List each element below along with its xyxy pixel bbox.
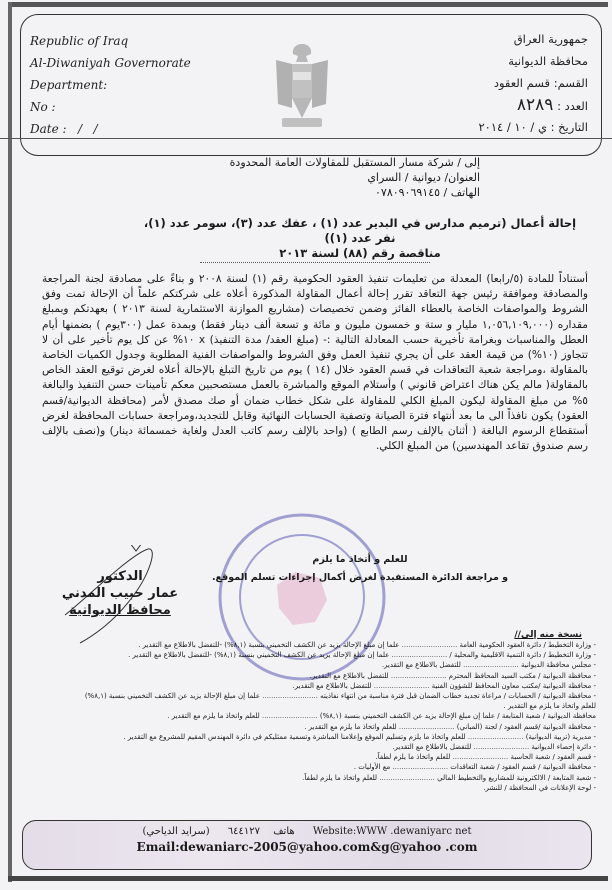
cc-recipient: للعلم واتخاذ ما يلزم مع التقدير . (503, 702, 596, 711)
closing-line-1: للعلم و أتخاذ ما يلزم (312, 554, 408, 565)
addressee-phone: الهاتف / ٠٧٨٠٩٠٦٩١٤٥ (375, 186, 480, 199)
footer-contact-box (22, 820, 592, 870)
cc-leader-dots: ......................... (471, 743, 532, 752)
cc-item (48, 701, 596, 711)
footer-phone (223, 826, 300, 837)
cc-item (48, 660, 596, 670)
signatory-title: الدكتور (97, 569, 143, 584)
cc-leader-dots: ......................... (389, 651, 450, 660)
cc-item (48, 762, 596, 772)
number-label-en: No : (30, 100, 56, 114)
closing-block (210, 551, 510, 587)
addressee-block (150, 155, 480, 200)
cc-leader-dots: ......................... (371, 681, 432, 690)
cc-recipient: - لوحة الإعلانات في المحافظة / للنشر. (483, 783, 596, 792)
governorate-ar: محافظة الديوانية (508, 54, 588, 68)
department-ar: القسم: قسم العقود (493, 76, 588, 90)
subject-block (140, 216, 580, 261)
cc-title: نسخة منه إلى// (514, 630, 582, 640)
cc-recipient: - محافظة الديوانية / قسم العقود / شعبة التعاقدات (450, 763, 596, 772)
cc-recipient: - محافظة الديوانية / الحسابات / مراعاة تجديد خطاب الضمان قبل فترة مناسبة من انتهاء نفاذيته (320, 692, 596, 701)
country-en: Republic of Iraq (30, 34, 129, 48)
cc-note: للتفضل بالاطلاع مع التقدير. (392, 743, 472, 752)
number-value: ٨٢٨٩ (516, 95, 554, 115)
cc-leader-dots: ......................... (377, 773, 438, 782)
governorate-en: Al-Diwaniyah Governorate (30, 56, 191, 70)
cc-leader-dots: ......................... (260, 692, 321, 701)
cc-item (48, 732, 596, 742)
cc-leader-dots: ......................... (396, 722, 457, 731)
cc-note: علما إن مبلغ الإحالة يزيد عن الكشف التخميني بنسبة (٨,١%) -للتفضل بالاطلاع مع التقدير . (138, 641, 400, 649)
cc-note: علما إن مبلغ الإحالة يزيد عن الكشف التخميني بنسبة (٨,١%) (84, 692, 261, 701)
subject-line-2: مناقصة رقم (٨٨) لسنة ٢٠١٣ (279, 246, 441, 260)
cc-item (48, 783, 596, 793)
signatory-name: عمار حبيب المدني (61, 586, 179, 601)
addressee-address: العنوان/ ديوانية / السراي (367, 171, 480, 184)
iraq-eagle-emblem-icon (262, 38, 342, 134)
cc-item (48, 742, 596, 752)
cc-note: مع الأوليات . (353, 763, 391, 772)
cc-item (48, 752, 596, 762)
cc-note: للعلم واتخاذ ما يلزم وتسليم الموقع وإعلامنا المباشرة وتسمية ممثليكم في دائرة المهندس المقيم للمشروع مع التقدير . (123, 732, 466, 741)
cc-recipient: - وزارة التخطيط / دائرة التنمية الاقليمية والمحلية / (449, 651, 596, 660)
footer-website[interactable]: Website:WWW .dewaniyarc net (312, 826, 472, 837)
cc-recipient: - محافظة الديوانية /قسم العقود / لجنة (المباني) (456, 722, 596, 731)
cc-list (48, 640, 596, 793)
date-ar: التاريخ : ي / ١٠ / ٢٠١٤ (478, 120, 588, 134)
document-number (479, 94, 589, 116)
footer-email[interactable]: Email:dewaniarc-2005@yahoo.com&g@yahoo .com (136, 840, 478, 854)
cc-recipient: - محافظة الديوانية / مكتب السيد المحافظ المحترم (448, 671, 596, 680)
letterhead-english (30, 30, 191, 140)
cc-item (48, 671, 596, 681)
addressee-to: إلى / شركة مسار المستقبل للمقاولات العامة المحدودة (229, 156, 480, 169)
cc-note: للتفضل بالاطلاع مع التقدير. (381, 661, 461, 670)
cc-item (48, 711, 596, 721)
letter-body: أستناداً للمادة (٥/رابعا) المعدلة من تعليمات تنفيذ العقود الحكومية رقم (١) لسنة ٢٠٠٨ و بناءً على مصادقة لجنة المراجعة والمصادقة وموافقة رئيس جهة التعاقد تقرر إحالة أعمال المقاولة المذكورة أعلاه على شركتكم علماً أن الإحالة تمت وفق الشروط والمواصفات الخاصة بالعطاء الفائز وضمن تخصيصات (مشاريع الموازنة الاستثمارية لسنة ٢٠١٣ ) بعهدتكم وبمبلغ مقداره (١,٠٥٦,١٠٩,٠٠٠ مليار و ستة و خمسون مليون و مائة و تسعة ألف دينار فقط) وبمدة عمل (٣٠٠يوم ) بضمنها أيام العطل والمناسبات وبغرامة تأخيرية حسب المعادلة التالية :- (مبلغ العقد/ مدة التنفيذ) x ١٠% عن كل يوم تأخير على أن لا تتجاوز (١٠%) من قيمة العقد على أن يجري تنفيذ العمل وفق الشروط والمواصفات الفنية المطلوبة وجدول الكميات الخاصة بالمقاولة ،ومراجعة شعبة التعاقدات في قسم العقود خلال (١٤ ) يوم من تاريخ التبلغ بالإحالة أعلاه لغرض توقيع العقد الخاص بالمقاولة( مالم يكن هناك اعتراض قانوني ) وأستلام الموقع والمباشرة بالعمل مستصحبين معكم تأمينات حسن التنفيذ والبالغة ٥% من مبلغ المقاولة ليكون المبلغ الكلي للمقاولة على شكل خطاب ضمان أو صك مصدق لأمر (محافظة الديوانية/قسم العقود) يكون نافذاً الى ما بعد أنتهاء فترة الصيانة وتصفية الحسابات النهائية وقابل للتجديد،ومراجعة حسابات المحافظة لغرض أستقطاع الرسوم البالغة ( أثنان بالإلف رسم الطابع ) (واحد بالإلف رسم كاتب العدل ولغاية خمسمائة دينار) و(نصف بالإلف رسم صندوق تقاعد المهندسين) من المبلغ الكلي. (42, 273, 589, 453)
cc-leader-dots: ......................... (465, 732, 526, 741)
closing-line-2: و مراجعة الدائرة المستفيدة لغرض أكمال إجراءات تسلم الموقع. (211, 572, 509, 583)
subject-line-1: إحالة أعمال (ترميم مدارس في البدير عدد (١) ، عفك عدد (٣)، سومر عدد (١)، نفر عدد (١)) (143, 216, 577, 245)
footer-office: (سرايد الدياحي) (142, 826, 210, 837)
cc-leader-dots: ......................... (390, 763, 451, 772)
cc-note: للتفضل بالاطلاع مع التقدير. (292, 681, 372, 690)
cc-item (48, 773, 596, 783)
page-border-left (8, 2, 12, 882)
cc-recipient: - مجلس محافظة الديوانية (520, 661, 596, 670)
date-label-en: Date : / / (30, 122, 98, 136)
footer-phone-number: ٦٤٤١٢٧ (227, 826, 261, 837)
cc-note: للتفضل بالاطلاع مع التقدير. (309, 671, 389, 680)
number-label-ar: العدد : (557, 99, 588, 113)
cc-item (48, 640, 596, 650)
cc-note: للعلم واتخاذ ما يلزم مع التقدير . (304, 722, 397, 731)
subject-underline (200, 262, 430, 263)
footer-phone-label: هاتف (273, 826, 295, 837)
cc-leader-dots: ......................... (259, 712, 320, 721)
cc-item (48, 691, 596, 701)
cc-leader-dots: ......................... (388, 671, 449, 680)
cc-recipient: - محافظة الديوانية /مكتب معاون المحافظ للشؤون الفنية (431, 681, 596, 690)
cc-item (48, 650, 596, 660)
cc-note: للعلم واتخاذ ما يلزم لطفاً. (302, 773, 378, 782)
signatory-position: محافظ الديوانية (69, 603, 171, 618)
page-border-top (8, 2, 608, 7)
signature-block (40, 568, 200, 619)
cc-recipient: - شعبة المتابعة / الالكترونية للمشاريع والتخطيط المالي (437, 773, 596, 782)
cc-recipient: - مديرية (تربية الديوانية) (525, 732, 596, 741)
cc-note: علما إن مبلغ الإحالة يزيد عن الكشف التخميني بنسبة (٨,١%) -للتفضل بالاطلاع مع التقدير . (128, 651, 390, 660)
cc-leader-dots: ......................... (460, 661, 521, 670)
cc-recipient: - قسم العقود / شعبة الحاسبة (510, 753, 596, 762)
cc-note: للعلم واتخاذ ما يلزم مع التقدير . (167, 712, 260, 721)
cc-recipient: - وزارة التخطيط / دائرة العقود الحكومية العامة (459, 641, 596, 649)
cc-item (48, 722, 596, 732)
cc-leader-dots: ......................... (399, 641, 460, 649)
cc-recipient: - دائرة إحصاء الديوانية (531, 743, 596, 752)
letterhead-arabic (479, 28, 589, 138)
footer-line-1 (23, 826, 591, 837)
country-ar: جمهورية العراق (513, 32, 588, 46)
cc-note: للعلم واتخاذ ما يلزم لطفاً. (375, 753, 451, 762)
department-label-en: Department: (30, 78, 108, 92)
cc-leader-dots: ......................... (450, 753, 511, 762)
cc-recipient: محافظة الديوانية / شعبة المتابعة / علما إن مبلغ الإحالة يزيد عن الكشف التخميني بنسبة (٨,١%) (319, 712, 596, 721)
cc-item (48, 681, 596, 691)
page-border-bottom (8, 876, 608, 881)
